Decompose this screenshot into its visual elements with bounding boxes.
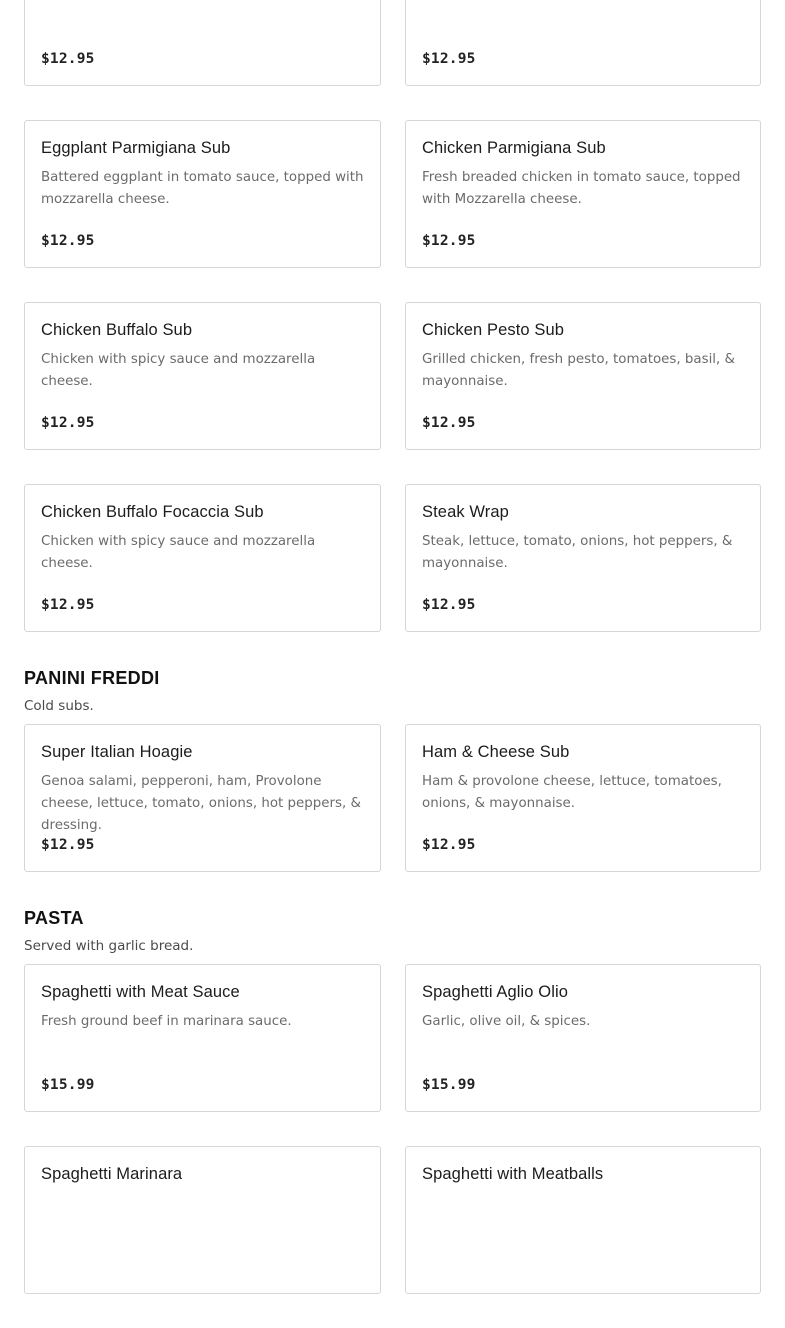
menu-item-name: Spaghetti Marinara	[41, 1165, 183, 1183]
menu-item-description: Fresh breaded chicken in tomato sauce, topped with Mozzarella cheese.	[422, 170, 741, 207]
menu-item-name: Chicken Pesto Sub	[422, 321, 565, 339]
menu-item-description: Grilled chicken, fresh pesto, tomatoes, basil, & mayonnaise.	[422, 352, 735, 389]
menu-item-description: Chicken with spicy sauce and mozzarella cheese.	[41, 534, 316, 571]
menu-item-price: $15.99	[41, 1077, 95, 1093]
menu-item-price: $12.95	[41, 837, 95, 853]
menu-item-card[interactable]	[24, 964, 381, 1112]
menu-item-price: $15.99	[422, 1077, 476, 1093]
section-header	[0, 668, 785, 724]
menu-item-name: Ham & Cheese Sub	[422, 743, 570, 761]
menu-item-card[interactable]	[24, 724, 381, 872]
menu-item-price: $12.95	[422, 233, 476, 249]
menu-item-name: Chicken Buffalo Sub	[41, 321, 193, 339]
menu-item-description: Battered eggplant in tomato sauce, topped with mozzarella cheese.	[41, 170, 364, 207]
menu-item-name: Super Italian Hoagie	[41, 743, 193, 761]
menu-item-price: $12.95	[41, 597, 95, 613]
menu-row	[0, 724, 785, 874]
section-subtitle: Cold subs.	[24, 698, 94, 714]
menu-item-card[interactable]	[405, 120, 761, 268]
menu-item-description: Steak, lettuce, tomato, onions, hot peppers, & mayonnaise.	[422, 534, 733, 571]
menu-item-card[interactable]	[24, 120, 381, 268]
menu-item-name: Eggplant Parmigiana Sub	[41, 139, 231, 157]
menu-row	[0, 484, 785, 634]
menu-item-name: Spaghetti with Meat Sauce	[41, 983, 240, 1001]
menu-item-card[interactable]	[405, 484, 761, 632]
menu-item-name: Chicken Buffalo Focaccia Sub	[41, 503, 264, 521]
menu-item-card[interactable]	[405, 302, 761, 450]
section-title: PANINI FREDDI	[24, 668, 160, 688]
menu-row	[0, 302, 785, 452]
menu-item-card[interactable]	[405, 724, 761, 872]
menu-row	[0, 120, 785, 270]
menu-item-name: Spaghetti Aglio Olio	[422, 983, 569, 1001]
menu-item-card[interactable]	[405, 964, 761, 1112]
menu-item-description: Chicken with spicy sauce and mozzarella cheese.	[41, 352, 316, 389]
menu-row	[0, 964, 785, 1114]
menu-row	[0, 1146, 785, 1296]
menu-item-card[interactable]	[24, 484, 381, 632]
menu-item-price: $12.95	[422, 415, 476, 431]
menu-item-price: $12.95	[41, 415, 95, 431]
menu-item-price: $12.95	[41, 233, 95, 249]
menu-item-description: Genoa salami, pepperoni, ham, Provolone cheese, lettuce, tomato, onions, hot peppers, & dressing.	[41, 774, 361, 833]
menu-item-name: Chicken Parmigiana Sub	[422, 139, 606, 157]
menu-item-card[interactable]	[24, 302, 381, 450]
section-title: PASTA	[24, 908, 84, 928]
menu-item-card[interactable]	[405, 1146, 761, 1294]
menu-item-name: Spaghetti with Meatballs	[422, 1165, 604, 1183]
menu-item-price: $12.95	[422, 51, 476, 67]
menu-item-price: $12.95	[41, 51, 95, 67]
menu-row	[0, 0, 785, 88]
menu-item-card[interactable]	[24, 0, 381, 86]
menu-item-description: Garlic, olive oil, & spices.	[422, 1014, 591, 1029]
menu-item-price: $12.95	[422, 837, 476, 853]
menu-item-name: Steak Wrap	[422, 503, 509, 521]
menu-item-price: $12.95	[422, 597, 476, 613]
menu-item-card[interactable]	[24, 1146, 381, 1294]
section-header	[0, 908, 785, 964]
menu-item-card[interactable]	[405, 0, 761, 86]
menu-item-description: Fresh ground beef in marinara sauce.	[41, 1014, 292, 1029]
menu-item-description: Ham & provolone cheese, lettuce, tomatoes, onions, & mayonnaise.	[422, 774, 722, 811]
section-subtitle: Served with garlic bread.	[24, 938, 194, 954]
